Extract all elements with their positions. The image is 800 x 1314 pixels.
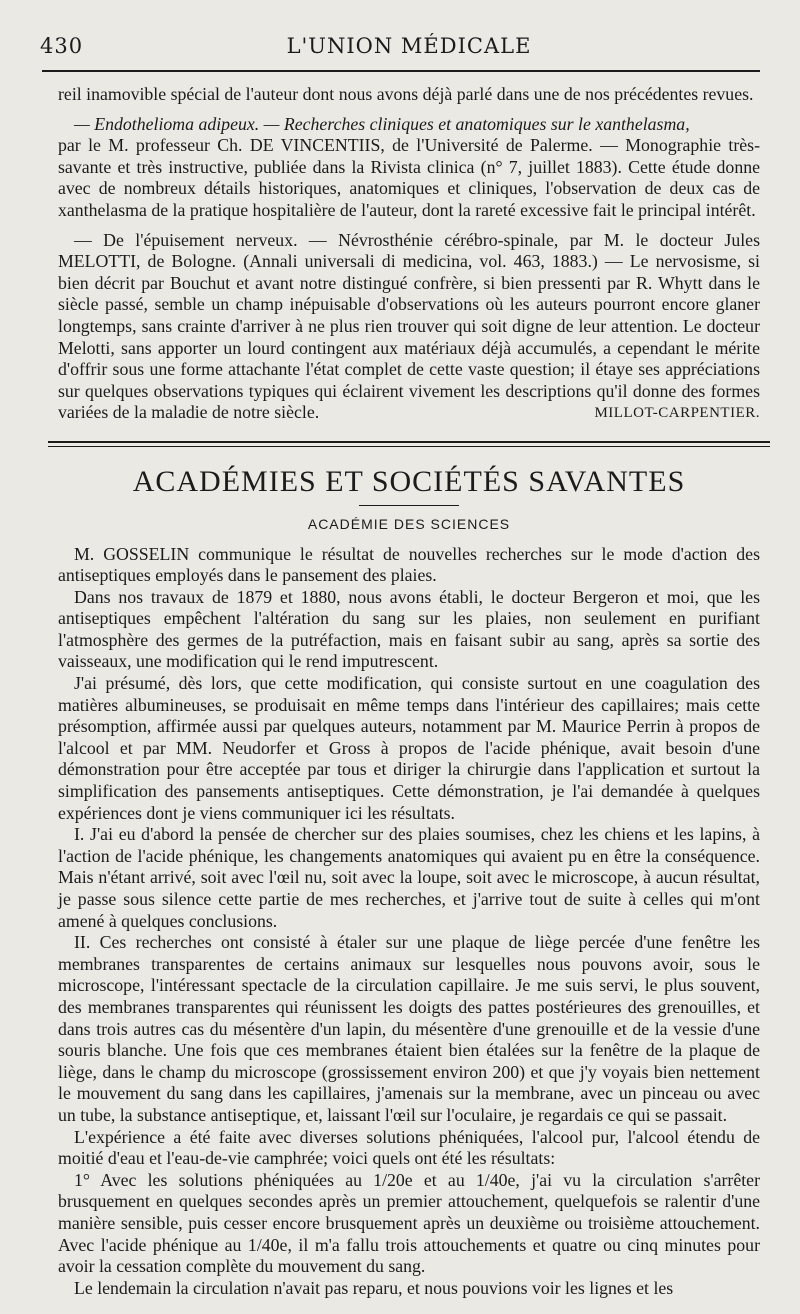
review-paragraph-1: reil inamovible spécial de l'auteur dont nous avons déjà parlé dans une de nos précédentes revues. (58, 84, 754, 104)
signature: MILLOT-CARPENTIER. (594, 404, 760, 421)
title-rule (359, 505, 459, 506)
article-paragraph-5: II. Ces recherches ont consisté à étaler sur une plaque de liège percée d'une fenêtre les membranes transparentes de certains animaux sur lesquelles nous pouvons avoir, sous le microscope, l'intéressant spectacle de la circulation capillaire. Je me suis servi, le plus souvent, des membranes transparentes qui réunissent les doigts des pattes postérieures des grenouilles, et dans trois autres cas du mésentère d'un lapin, du mésentère d'une grenouille et de la vessie d'une souris blanche. Une fois que ces membranes étaient bien étalées sur la fenêtre de la plaque de liège, dans le champ du microscope (grossissement environ 200) et que j'y voyais bien nettement le mouvement du sang dans les capillaires, j'amenais sur la membrane, avec un pinceau ou avec un tube, la substance antiseptique, et, laissant l'œil sur l'oculaire, je regardais ce qui se passait. (58, 932, 760, 1125)
page-number: 430 (40, 34, 84, 58)
review-paragraph-2-title: — Endothelioma adipeux. — Recherches cliniques et anatomiques sur le xanthelasma, (74, 113, 690, 134)
page-header (40, 28, 760, 62)
article-paragraph-7: 1° Avec les solutions phéniquées au 1/20e et au 1/40e, j'ai vu la circulation s'arrêter brusquement en quelques secondes après un premier attouchement, quelquefois se ralentir d'une manière sensible, puis cesser encore brusquement après un deuxième ou troisième attouchement. Avec l'acide phénique au 1/40e, il m'a fallu trois attouchements et quatre ou cinq minutes pour avoir la cessation complète du mouvement du sang. (58, 1169, 760, 1277)
article-paragraph-6: L'expérience a été faite avec diverses solutions phéniquées, l'alcool pur, l'alcool étendu de moitié d'eau et l'eau-de-vie camphrée; voici quels ont été les résultats: (58, 1126, 760, 1169)
review-paragraph-2: par le M. professeur Ch. DE VINCENTIIS, de l'Université de Palerme. — Monographie très-savante et très instructive, publiée dans la Rivista clinica (n° 7, juillet 1883). Cette étude donne avec de nombreux détails historiques, anatomiques et cliniques, l'observation de deux cas de xanthelasma de la pratique hospitalière de l'auteur, dont la rareté excessive fait le principal intérêt. (58, 135, 760, 220)
article-paragraph-4: I. J'ai eu d'abord la pensée de chercher sur des plaies soumises, chez les chiens et les lapins, à l'action de l'acide phénique, les changements anatomiques qui avaient pu en être la conséquence. Mais n'étant arrivé, soit avec l'œil nu, soit avec la loupe, soit avec le microscope, à aucun résultat, je passe sous silence cette partie de mes recherches, et j'arrive tout de suite à celles qui m'ont amené à quelques conclusions. (58, 824, 760, 931)
header-rule (42, 70, 760, 72)
article-paragraph-1: M. GOSSELIN communique le résultat de nouvelles recherches sur le mode d'action des antiseptiques employés dans le pansement des plaies. (58, 543, 760, 586)
section-title: ACADÉMIES ET SOCIÉTÉS SAVANTES (132, 464, 686, 498)
subsection-title: ACADÉMIE DES SCIENCES (307, 515, 511, 532)
review-paragraph-3: — De l'épuisement nerveux. — Névrosthénie cérébro-spinale, par M. le docteur Jules MELOTTI, de Bologne. (Annali universali di medicina, vol. 463, 1883.) — Le nervosisme, si bien décrit par Bouchut et avant notre distingué confrère, si bien pressenti par R. Whytt dans le siècle passé, semble un champ inépuisable d'observations où les auteurs pourront encore glaner longtemps, sans crainte d'arriver à ne plus rien trouver qui soit digne de leur attention. Le docteur Melotti, sans apporter un lourd contingent aux matériaux déjà accumulés, a cependant le mérite d'offrir sous une forme attachante l'état complet de cette vaste question; il étaye ses appréciations sur quelques observations typiques qui éclairent vivement les descriptions qu'il donne des formes variées de la maladie de notre siècle. (58, 229, 760, 423)
article-paragraph-3: J'ai présumé, dès lors, que cette modification, qui consiste surtout en une coagulation des matières albumineuses, se produisait en même temps dans l'intérieur des capillaires; mais cette présomption, affirmée aussi par quelques auteurs, notamment par M. Maurice Perrin à propos de l'alcool et par MM. Neudorfer et Gross à propos de l'acide phénique, avait besoin d'une démonstration pour être acceptée par tous et diriger la chirurgie dans l'application et surtout la simplification des pansements antiseptiques. Cette démonstration, je l'ai demandée à quelques expériences dont je viens communiquer ici les résultats. (58, 673, 760, 823)
article-paragraph-2: Dans nos travaux de 1879 et 1880, nous avons établi, le docteur Bergeron et moi, que les antiseptiques empêchent l'altération du sang sur les plaies, non seulement en purifiant l'atmosphère des germes de la putréfaction, mais en faisant subir au sang, après sa sortie des vaisseaux, une modification qui le rend imputrescent. (58, 586, 760, 672)
running-head: L'UNION MÉDICALE (286, 34, 532, 58)
section-divider (48, 441, 770, 447)
article-paragraph-8: Le lendemain la circulation n'avait pas reparu, et nous pouvions voir les lignes et les (74, 1277, 674, 1298)
